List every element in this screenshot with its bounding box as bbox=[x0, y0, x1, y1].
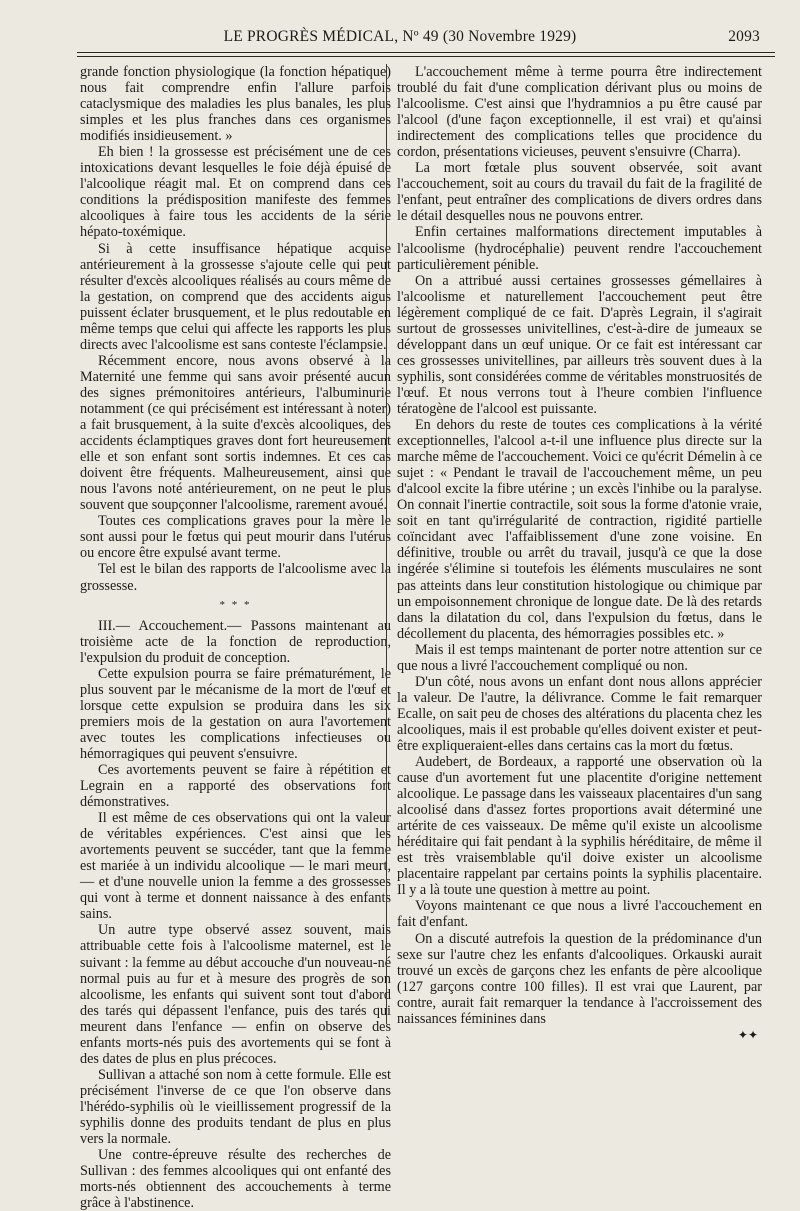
paragraph: Tel est le bilan des rapports de l'alcoolisme avec la grossesse. bbox=[80, 561, 391, 594]
page-header bbox=[0, 28, 800, 50]
paragraph: Une contre-épreuve résulte des recherches de Sullivan : des femmes alcooliques qui ont enfanté des morts-nés obtiennent des accouchements à terme grâce à l'abstinence. bbox=[80, 1147, 391, 1211]
column-divider bbox=[386, 64, 387, 1024]
paragraph: On a discuté autrefois la question de la prédominance d'un sexe sur l'autre chez les enfants d'alcooliques. Orkauski aurait trouvé un excès de garçons chez les enfants de père alcoolique (127 garçons contre 100 filles). Il est vrai que Laurent, par contre, aurait fait remarquer la tendance à l'accroissement des naissances féminines dans bbox=[397, 930, 762, 1027]
paragraph: Il est même de ces observations qui ont la valeur de véritables expériences. C'est ainsi que les avortements peuvent se succéder, tant que la femme est mariée à un individu alcoolique — le mari meurt, — et d'une nouvelle union la femme a des grossesses qui vont à terme et donnent naissance à des enfants sains. bbox=[80, 810, 391, 923]
header-rule-thin bbox=[77, 56, 775, 57]
paragraph: Enfin certaines malformations directement imputables à l'alcoolisme (hydrocéphalie) peuvent rendre l'accouchement particulièrement pénible. bbox=[397, 224, 762, 273]
page-number: 2093 bbox=[728, 28, 760, 45]
paragraph: Sullivan a attaché son nom à cette formule. Elle est précisément l'inverse de ce que l'on observe dans l'hérédo-syphilis où le vieillissement progressif de la syphilis donne des produits tendant de plus en plus vers la normale. bbox=[80, 1066, 391, 1148]
paragraph: Un autre type observé assez souvent, mais attribuable cette fois à l'alcoolisme maternel, est le suivant : la femme au début accouche d'un nouveau-né normal puis au fur et à mesure des progrès de son alcoolisme, les enfants qui suivent sont tout d'abord des tarés qui dépassent l'enfance, puis des tarés qui meurent dans l'enfance — enfin on observe des enfants morts-nés puis des avortements qui se font à des dates de plus en plus précoces. bbox=[80, 922, 391, 1067]
right-column bbox=[397, 64, 762, 1043]
paragraph: Mais il est temps maintenant de porter notre attention sur ce que nous a livré l'accouchement compliqué ou non. bbox=[397, 641, 762, 674]
header-rule-thick bbox=[77, 52, 775, 53]
paragraph: Récemment encore, nous avons observé à la Maternité une femme qui sans avoir présenté aucun des signes prémonitoires antérieurs, l'albuminurie notamment (ce qui précisément est intéressant à noter) a fait brusquement, à la suite d'excès alcooliques, des accidents éclamptiques graves dont fort heureusement elle et son enfant sont sortis indemnes. Et ces cas doivent être fréquents. Malheureusement, ainsi que nous l'avons noté antérieurement, on ne peut le plus souvent que soupçonner l'alcoolisme, rarement avoué. bbox=[80, 352, 391, 514]
paragraph: Si à cette insuffisance hépatique acquise antérieurement à la grossesse s'ajoute celle qui peut résulter d'excès alcooliques réalisés au cours même de la gestation, on comprend que des accidents aigus puissent éclater brusquement, et le plus redoutable en même temps que celui qui affecte les rapports les plus directs avec l'alcoolisme est sans conteste l'éclampsie. bbox=[80, 240, 391, 353]
paragraph: Eh bien ! la grossesse est précisément une de ces intoxications devant lesquelles le foie déjà épuisé de l'alcoolique réagit mal. Et on comprend dans ces conditions la prédisposition manifeste des femmes alcooliques à faire tous les accidents de la série hépato-toxémique. bbox=[80, 144, 391, 241]
paragraph: Toutes ces complications graves pour la mère le sont aussi pour le fœtus qui peut mourir dans l'utérus ou encore être expulsé avant terme. bbox=[80, 513, 391, 562]
paragraph: L'accouchement même à terme pourra être indirectement troublé du fait d'une complication dérivant plus ou moins de l'alcoolisme. C'est ainsi que l'hydramnios a pu être causé par l'alcool (d'une façon exceptionnelle, il est vrai) et qu'ainsi indirectement des complications telles que procidence du cordon, présentations vicieuses, peuvent s'ensuivre (Charra). bbox=[397, 64, 762, 161]
paragraph: Voyons maintenant ce que nous a livré l'accouchement en fait d'enfant. bbox=[397, 898, 762, 931]
section-heading-paragraph: III.— Accouchement.— Passons maintenant au troisième acte de la fonction de reproduction, l'expulsion du produit de conception. bbox=[80, 617, 391, 666]
paragraph: Audebert, de Bordeaux, a rapporté une observation où la cause d'un avortement fut une placentite d'origine nettement alcoolique. Le passage dans les vaisseaux placentaires d'un sang alcoolisé dans d'assez fortes proportions avait déterminé une artérite de ces vaisseaux. De même qu'il existe un alcoolisme héréditaire qui fait pendant à la syphilis héréditaire, de même il est très vraisemblable qu'il doive exister un alcoolisme placentaire rappelant par certains points la syphilis placentaire. Il y a là toute une question à mettre au point. bbox=[397, 754, 762, 899]
running-title: LE PROGRÈS MÉDICAL, Nº 49 (30 Novembre 1929) bbox=[223, 28, 577, 45]
paragraph: D'un côté, nous avons un enfant dont nous allons apprécier la valeur. De l'autre, la délivrance. Comme le fait remarquer Ecalle, on sait peu de choses des altérations du placenta chez les alcooliques, mais il est probable qu'elles doivent exister et peut-être expliqueraient-elles dans certains cas la mort du fœtus. bbox=[397, 673, 762, 754]
continuation-ornament: ✦✦ bbox=[737, 1027, 758, 1042]
left-column bbox=[80, 64, 391, 1211]
paragraph-continuation: grande fonction physiologique (la fonction hépatique) nous fait comprendre enfin l'allure parfois cataclysmique des maladies les plus banales, les plus simples et les plus franches dans ces organismes modifiés insidieusement. » bbox=[80, 64, 391, 145]
section-break-asterism: * * * bbox=[219, 598, 252, 611]
paragraph: En dehors du reste de toutes ces complications à la vérité exceptionnelles, l'alcool a-t-il une influence plus directe sur la marche même de l'accouchement. Voici ce qu'écrit Démelin à ce sujet : « Pendant le travail de l'accouchement même, un peu d'alcool excite la fibre utérine ; un excès l'inhibe ou la paralyse. On connait l'inertie contractile, soit sous la forme d'atonie vraie, soit en tant qu'irrégularité de contraction, rigidité partielle coïncidant avec l'affaiblissement d'une zone voisine. En définitive, trouble ou arrêt du travail, jusqu'à ce que la dose ingérée s'élimine si toutefois les éléments musculaires ne sont pas atteints dans leur constitution histologique ou chimique par un empoisonnement chronique de longue date. De là des retards dans la dilatation du col, dans l'expulsion du fœtus, dans le décollement du placenta, des hémorragies possibles etc. » bbox=[397, 417, 762, 642]
paragraph: Cette expulsion pourra se faire prématurément, le plus souvent par le mécanisme de la mort de l'œuf et lorsque cette expulsion se produira dans les six premiers mois de la gestation on aura l'avortement avec toutes les complications infectieuses ou hémorragiques qui peuvent s'ensuivre. bbox=[80, 665, 391, 762]
paragraph: La mort fœtale plus souvent observée, soit avant l'accouchement, soit au cours du travail du fait de la fragilité de l'enfant, peut entraîner des complications de divers ordres dans le détail desquelles nous ne pouvons entrer. bbox=[397, 160, 762, 225]
paragraph: Ces avortements peuvent se faire à répétition et Legrain en a rapporté des observations fort démonstratives. bbox=[80, 761, 391, 811]
paragraph: On a attribué aussi certaines grossesses gémellaires à l'alcoolisme et naturellement l'accouchement peut être légèrement compliqué de ce fait. D'après Legrain, il s'agirait surtout de grossesses univitellines, c'est-à-dire de jumeaux se développant dans un œuf unique. Or ce fait est intéressant car ces grossesses univitellines, par ailleurs très souvent dues à la syphilis, sont considérées comme de véritables monstruosités de l'œuf. Et nous verrons tout à l'heure combien l'influence tératogène de l'alcool est puissante. bbox=[397, 272, 762, 417]
